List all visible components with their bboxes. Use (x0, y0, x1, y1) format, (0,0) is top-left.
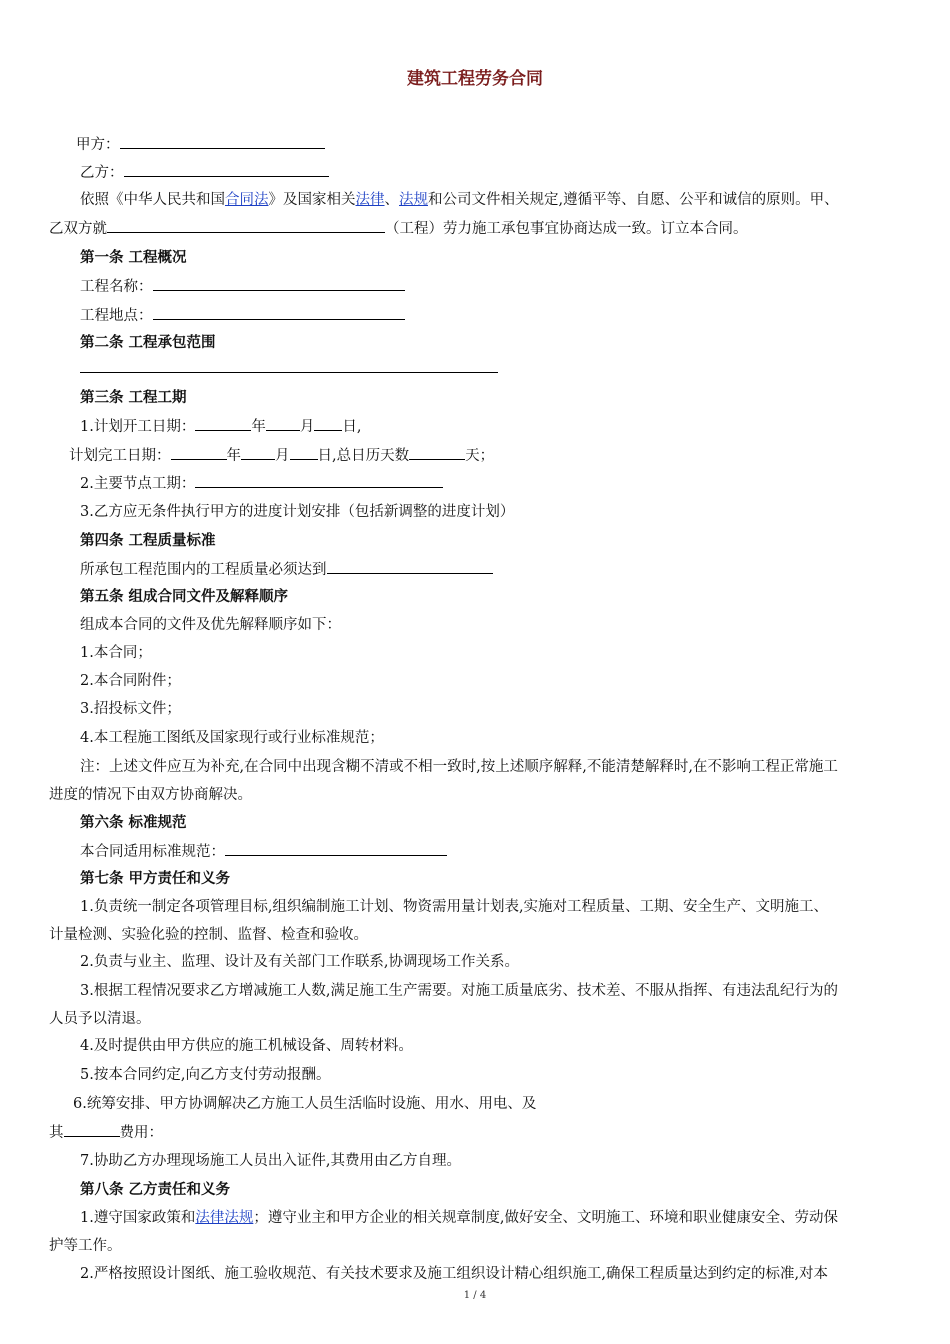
party-a-duty-6b (49, 1122, 163, 1143)
start-month-blank[interactable] (266, 416, 300, 431)
duty-text: ；遵守业主和甲方企业的相关规章制度,做好安全、文明施工、环境和职业健康安全、劳动保 (253, 1210, 838, 1226)
page-number: 1 / 4 (463, 1290, 487, 1301)
party-a-duty-5: 5.按本合同约定,向乙方支付劳动报酬。 (80, 1067, 331, 1083)
project-site-line (80, 305, 405, 326)
party-b-blank[interactable] (124, 162, 329, 177)
project-name-label: 工程名称： (80, 279, 153, 295)
schedule-item-3: 3.乙方应无条件执行甲方的进度计划安排（包括新调整的进度计划） (80, 504, 515, 520)
days-label: 天； (465, 448, 495, 464)
fees-label: 费用： (119, 1125, 163, 1141)
end-date-label: 计划完工日期： (69, 448, 171, 464)
scope-line (80, 358, 498, 379)
party-a-duty-4: 4.及时提供由甲方供应的施工机械设备、周转材料。 (80, 1038, 413, 1054)
total-days-blank[interactable] (409, 445, 465, 460)
other-fees-blank[interactable] (64, 1122, 120, 1137)
day-label: 日, (342, 419, 362, 435)
end-month-blank[interactable] (241, 445, 275, 460)
contract-law-link[interactable]: 合同法 (225, 192, 269, 208)
article-2-heading: 第二条 工程承包范围 (80, 335, 216, 351)
article-7-heading: 第七条 甲方责任和义务 (80, 871, 231, 887)
note-line-2: 进度的情况下由双方协商解决。 (49, 787, 252, 803)
end-day-blank[interactable] (290, 445, 318, 460)
note-line-1: 注：上述文件应互为补充,在合同中出现含糊不清或不相一致时,按上述顺序解释,不能清楚解释时,在不影响工程正常施工 (80, 759, 838, 775)
start-year-blank[interactable] (195, 416, 251, 431)
party-a-blank[interactable] (120, 134, 325, 149)
duty-text: 1.遵守国家政策和 (80, 1210, 196, 1226)
party-a-duty-6a: 6.统筹安排、甲方协调解决乙方施工人员生活临时设施、用水、用电、及 (73, 1096, 537, 1112)
article-8-heading: 第八条 乙方责任和义务 (80, 1182, 231, 1198)
party-a-line (76, 134, 325, 155)
article-3-heading: 第三条 工程工期 (80, 390, 187, 406)
party-a-duty-3a: 3.根据工程情况要求乙方增减施工人数,满足施工生产需要。对施工质量底劣、技术差、不服从指挥、有违法乱纪行为的 (80, 983, 838, 999)
end-year-blank[interactable] (171, 445, 227, 460)
party-a-duty-1a: 1.负责统一制定各项管理目标,组织编制施工计划、物资需用量计划表,实施对工程质量、工期、安全生产、文明施工、 (80, 899, 829, 915)
month-label: 月 (275, 448, 290, 464)
intro-line-1 (80, 190, 839, 210)
project-site-blank[interactable] (153, 305, 405, 320)
regulation-link[interactable]: 法规 (399, 192, 428, 208)
quality-text: 所承包工程范围内的工程质量必须达到 (80, 562, 327, 578)
law-link[interactable]: 法律 (355, 192, 385, 208)
intro-text: （工程）劳力施工承包事宜协商达成一致。订立本合同。 (385, 221, 748, 237)
party-b-duty-1b: 护等工作。 (49, 1238, 122, 1254)
year-label: 年 (226, 448, 241, 464)
milestone-blank[interactable] (195, 473, 443, 488)
party-b-duty-2: 2.严格按照设计图纸、施工验收规范、有关技术要求及施工组织设计精心组织施工,确保工程质量达到约定的标准,对本 (80, 1266, 829, 1282)
quality-blank[interactable] (327, 559, 493, 574)
article-5-heading: 第五条 组成合同文件及解释顺序 (80, 589, 289, 605)
intro-line-2 (49, 218, 748, 239)
total-days-label: 日,总日历天数 (317, 448, 410, 464)
intro-text: 依照《中华人民共和国 (80, 192, 225, 208)
quality-line (80, 559, 493, 580)
party-a-duty-2: 2.负责与业主、监理、设计及有关部门工作联系,协调现场工作关系。 (80, 954, 519, 970)
end-date-line (69, 445, 494, 466)
party-b-line (80, 162, 329, 183)
standards-blank[interactable] (225, 841, 447, 856)
intro-text: 》及国家相关 (268, 192, 356, 208)
article-6-heading: 第六条 标准规范 (80, 815, 187, 831)
milestone-label: 2.主要节点工期： (80, 476, 196, 492)
doc-item: 4.本工程施工图纸及国家现行或行业标准规范； (80, 730, 384, 746)
scope-blank[interactable] (80, 358, 498, 373)
project-site-label: 工程地点： (80, 308, 153, 324)
document-title: 建筑工程劳务合同 (407, 69, 543, 89)
project-name-line (80, 276, 405, 297)
party-b-label: 乙方： (80, 165, 124, 181)
start-day-blank[interactable] (314, 416, 342, 431)
party-b-duty-1a (80, 1208, 838, 1228)
milestone-line (80, 473, 443, 494)
party-a-duty-1b: 计量检测、实验化验的控制、监督、检查和验收。 (49, 927, 368, 943)
doc-item: 3.招投标文件； (80, 701, 181, 717)
year-label: 年 (251, 419, 266, 435)
start-date-line (80, 416, 361, 437)
intro-text: 和公司文件相关规定,遵循平等、自愿、公平和诚信的原则。甲、 (428, 192, 839, 208)
article-1-heading: 第一条 工程概况 (80, 250, 187, 266)
standards-line (80, 841, 447, 862)
project-blank[interactable] (107, 218, 385, 233)
laws-regulations-link[interactable]: 法律法规 (195, 1210, 254, 1226)
other-label: 其 (49, 1125, 64, 1141)
docs-intro: 组成本合同的文件及优先解释顺序如下： (80, 617, 341, 633)
party-a-duty-7: 7.协助乙方办理现场施工人员出入证件,其费用由乙方自理。 (80, 1153, 461, 1169)
article-4-heading: 第四条 工程质量标准 (80, 533, 216, 549)
intro-text: 乙双方就 (49, 221, 107, 237)
doc-item: 2.本合同附件； (80, 673, 181, 689)
doc-item: 1.本合同； (80, 645, 152, 661)
standards-label: 本合同适用标准规范： (80, 844, 225, 860)
project-name-blank[interactable] (153, 276, 405, 291)
start-date-label: 1.计划开工日期： (80, 419, 196, 435)
intro-separator: 、 (384, 192, 399, 208)
party-a-duty-3b: 人员予以清退。 (49, 1011, 151, 1027)
party-a-label: 甲方： (76, 137, 120, 153)
month-label: 月 (299, 419, 315, 435)
